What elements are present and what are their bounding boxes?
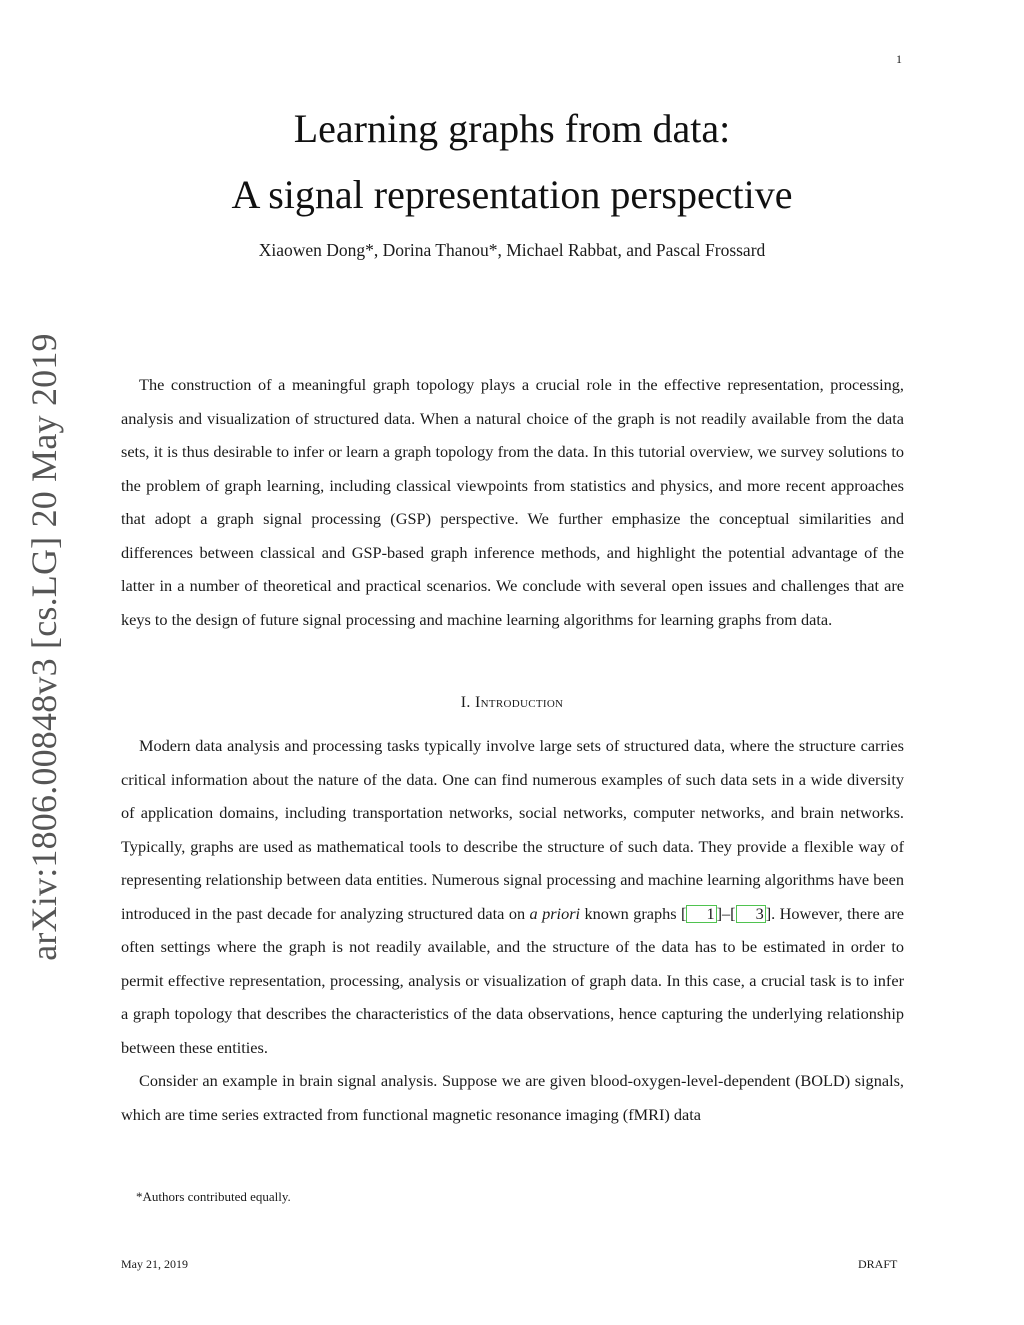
intro-paragraph-2: Consider an example in brain signal analysis. Suppose we are given blood-oxygen-level-dependent (BOLD) signals, which are time series extracted from functional magnetic resonance imaging (fMRI) data	[121, 1071, 904, 1124]
intro-p1-italic: a priori	[529, 903, 581, 923]
paper-title	[0, 96, 1024, 228]
page-number: 1	[896, 52, 902, 66]
abstract: The construction of a meaningful graph topology plays a crucial role in the effective representation, processing, analysis and visualization of structured data. When a natural choice of the graph is not readily available from the data sets, it is thus desirable to infer or learn a graph topology from the data. In this tutorial overview, we survey solutions to the problem of graph learning, including classical viewpoints from statistics and physics, and more recent approaches that adopt a graph signal processing (GSP) perspective. We further emphasize the conceptual similarities and differences between classical and GSP-based graph inference methods, and highlight the potential advantage of the latter in a number of theoretical and practical scenarios. We conclude with several open issues and challenges that are keys to the design of future signal processing and machine learning algorithms for learning graphs from data.	[121, 375, 904, 629]
intro-p1-text-c: ]–[	[716, 903, 736, 923]
intro-p1-text-a: Modern data analysis and processing tasks typically involve large sets of structured data, where the structure carries critical information about the nature of the data. One can find numerous examples of such data sets in a wide diversity of application domains, including transportation networks, social networks, computer networks, and brain networks. Typically, graphs are used as mathematical tools to describe the structure of such data. They provide a flexible way of representing relationship between data entities. Numerous signal processing and machine learning algorithms have been introduced in the past decade for analyzing structured data on	[121, 736, 904, 923]
footer-draft-label: DRAFT	[858, 1257, 898, 1271]
section-title: Introduction	[474, 694, 564, 711]
title-line-1: Learning graphs from data:	[293, 106, 731, 151]
footer-date: May 21, 2019	[121, 1257, 188, 1271]
title-line-2: A signal representation perspective	[231, 172, 793, 217]
citation-link-1[interactable]: 1	[686, 905, 716, 923]
intro-p1-text-b: known graphs [	[580, 903, 687, 923]
intro-paragraph-1	[121, 729, 904, 1064]
intro-p1-text-d: ]. However, there are often settings where the graph is not readily available, and the structure of the data has to be estimated in order to permit effective representation, processing, analysis or visualization of graph data. In this case, a crucial task is to infer a graph topology that describes the characteristics of the data observations, hence capturing the underlying relationship between these entities.	[121, 903, 904, 1057]
section-number: I.	[460, 694, 471, 711]
introduction-body	[121, 729, 904, 1131]
arxiv-identifier-stamp: arXiv:1806.00848v3 [cs.LG] 20 May 2019	[24, 333, 64, 961]
footnote: *Authors contributed equally.	[136, 1189, 291, 1204]
author-list: Xiaowen Dong*, Dorina Thanou*, Michael Rabbat, and Pascal Frossard	[258, 240, 766, 260]
citation-link-3[interactable]: 3	[736, 905, 766, 923]
section-heading	[0, 694, 1024, 712]
